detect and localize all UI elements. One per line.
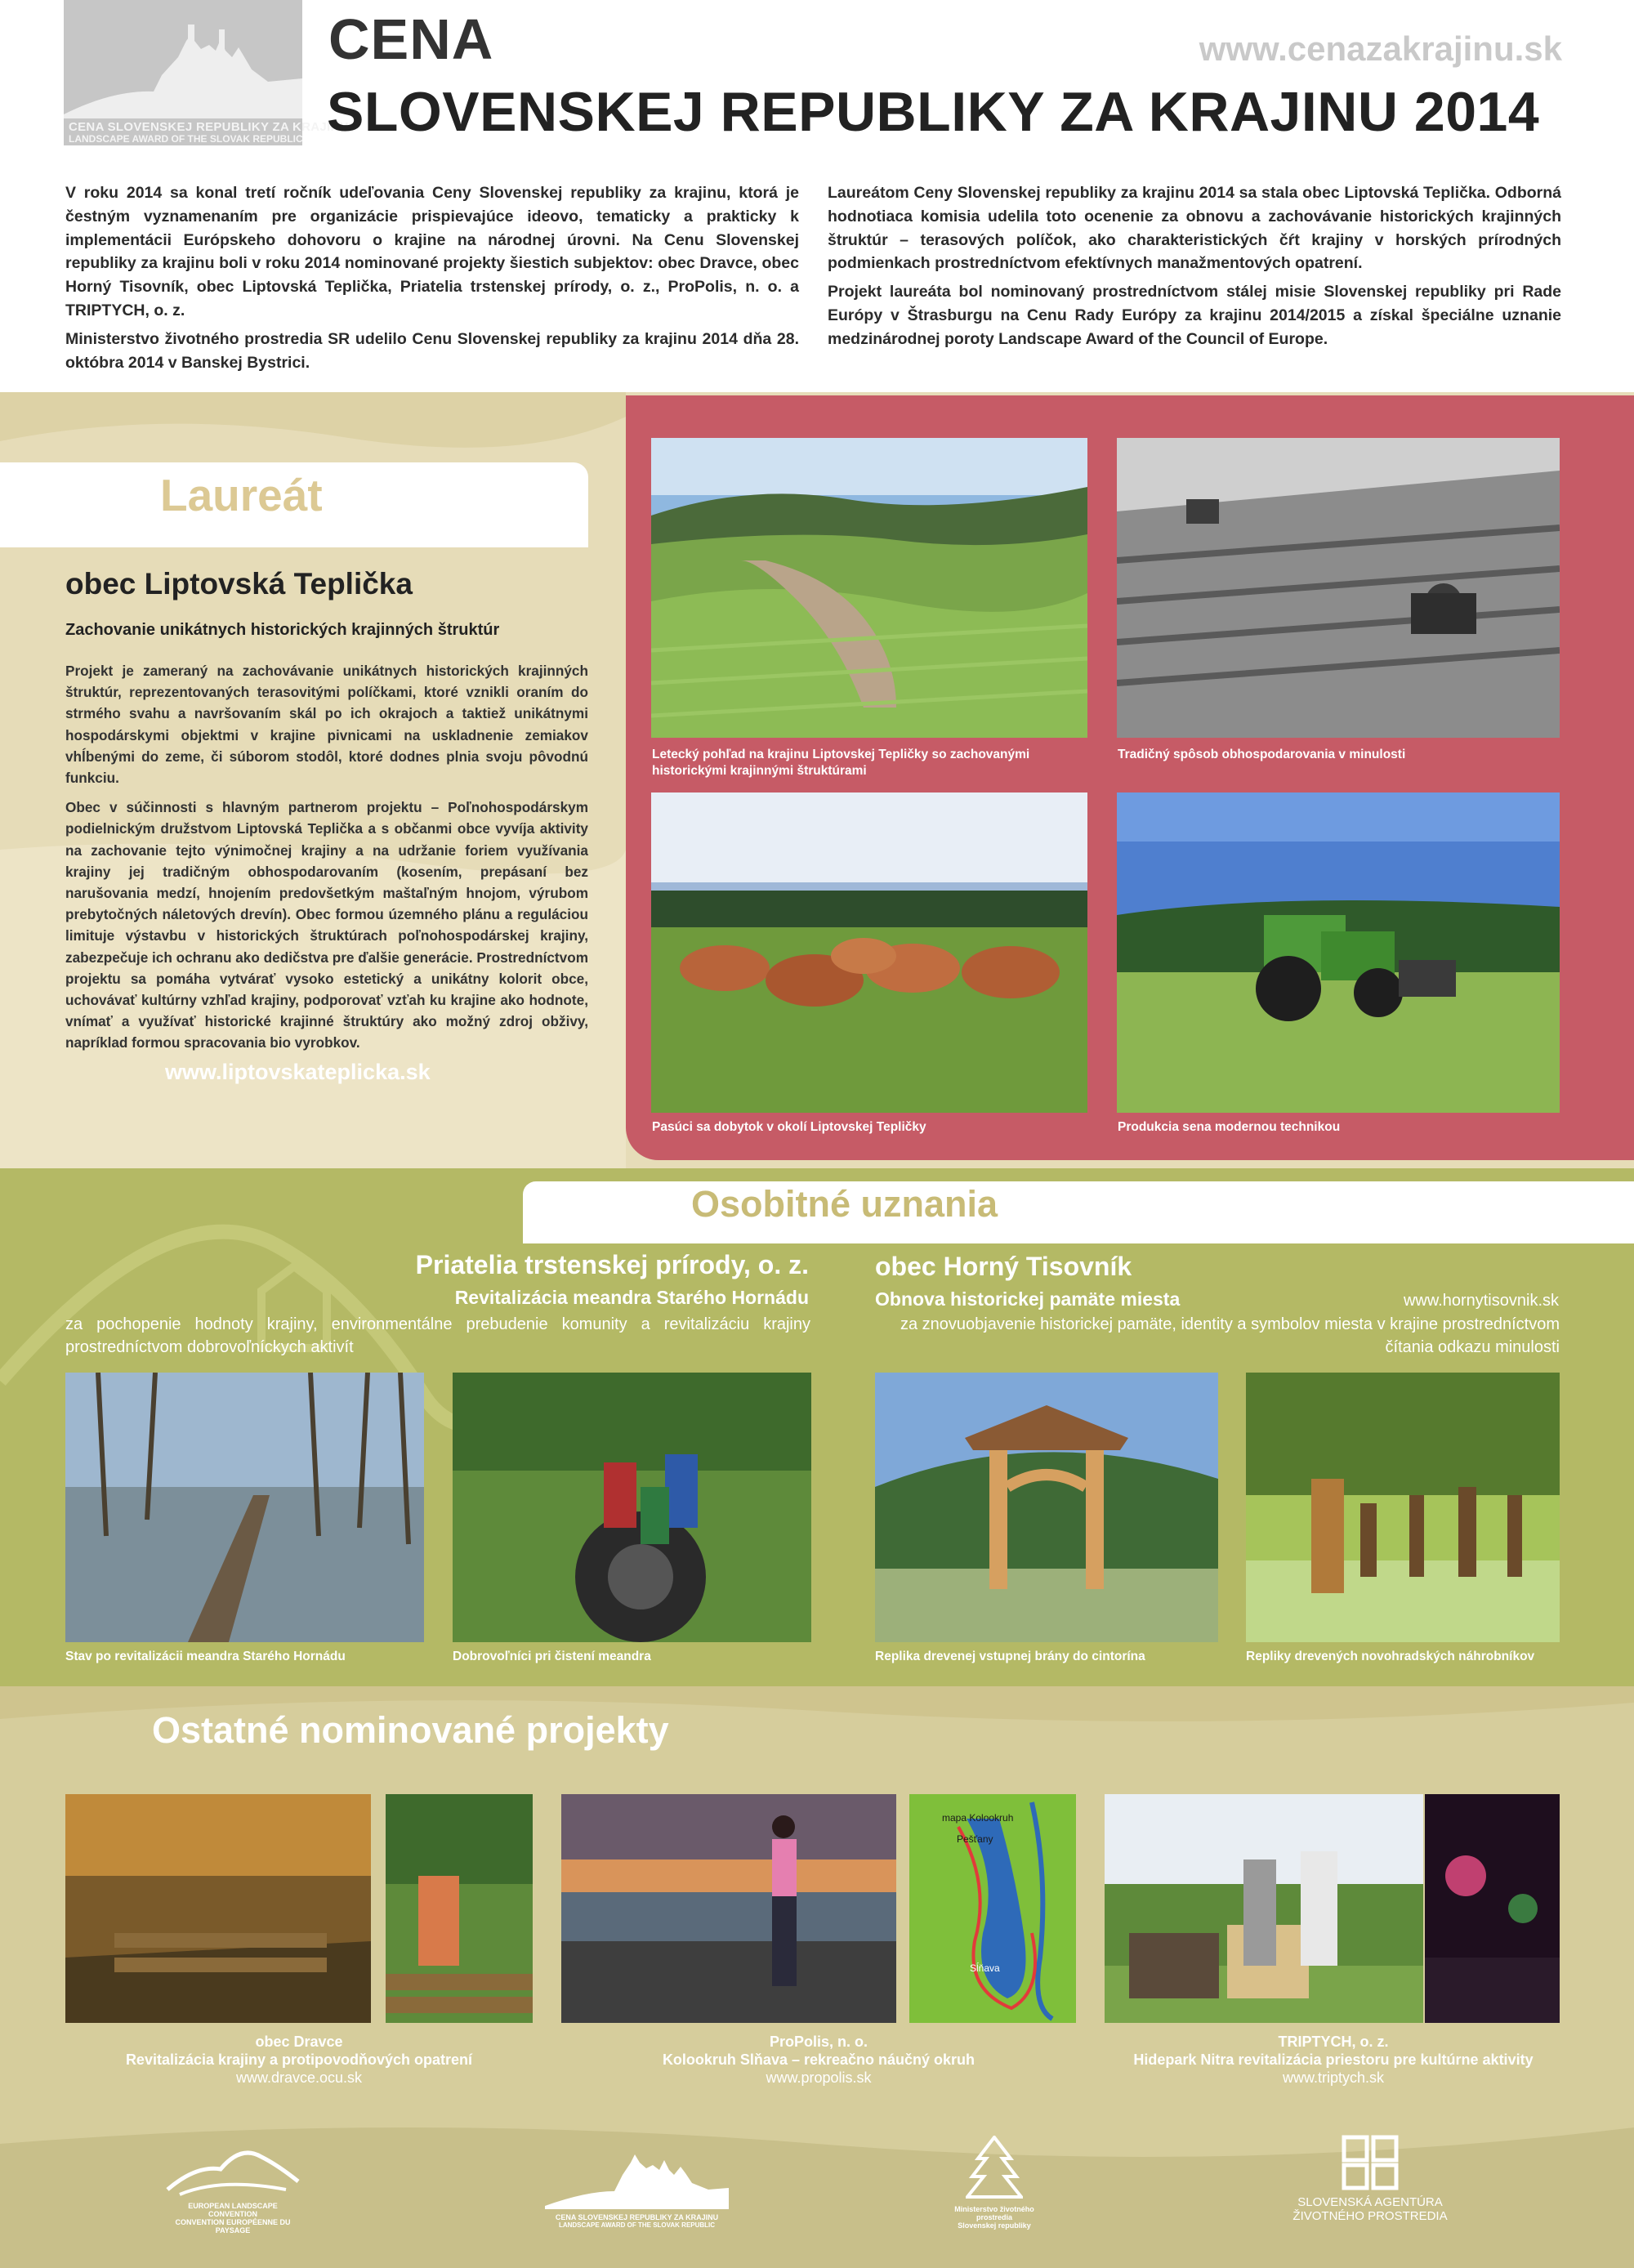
sazp-line1: SLOVENSKÁ AGENTÚRA [1297, 2195, 1443, 2209]
tree-logo-icon [966, 2136, 1023, 2201]
recognition-left-description: za pochopenie hodnoty krajiny, environmentálne prebudenie komunity a revitalizáciu krajiny prostredníctvom dobrovoľníckych aktivít [65, 1315, 810, 1356]
photo-aerial-view [651, 438, 1087, 738]
map-label-piestany: Pešťany [957, 1833, 993, 1845]
photo-tractor [1117, 792, 1560, 1113]
elc-line1: EUROPEAN LANDSCAPE CONVENTION [188, 2202, 278, 2218]
sazp-logo [1292, 2134, 1448, 2223]
caption-cattle: Pasúci sa dobytok v okolí Liptovskej Tepličky [652, 1120, 926, 1134]
photo-cemetery-gate [875, 1373, 1218, 1642]
recognition-left-title: Priatelia trstenskej prírody, o. z. [415, 1250, 809, 1279]
map-label-slnava: Sĺňava [970, 1962, 1000, 1974]
project-triptych-desc: Hidepark Nitra revitalizácia priestoru pre kultúrne aktivity [1133, 2051, 1534, 2068]
other-projects-heading: Ostatné nominované projekty [152, 1709, 669, 1751]
header-website-link[interactable]: www.cenazakrajinu.sk [1199, 29, 1562, 68]
photo-triptych-people [1105, 1794, 1423, 2023]
laureat-p2: Obec v súčinnosti s hlavným partnerom projektu – Poľnohospodárskym podielnickým družstvom Liptovská Teplička a s občanmi obce vyvíja aktivity na zachovanie tejto výnimočnej krajiny a na udržanie foriem využívania krajiny jej tradičným obhospodarovaním (kosením, prepásaní bez narušovania medzí, hnojením predovšetkým maštaľným hnojom, výrubom prebytočných náletových drevín). Obec formou územného plánu a reguláciou limituje výstavbu v historických štruktúrach poľnohospodárskej krajiny, zabezpečuje ich ochranu ako dedičstva pre ďalšie generácie. Prostredníctvom projektu sa pomáha vytvárať vysoko estetický a unikátny kolorit obce, uchovávať kultúrny vzhľad krajiny, podporovať vzťah ku krajine ako hodnote, vnímať a využívať historické krajinné štruktúry ako možný zdroj obživy, napríklad formou spracovania bio vyrobkov. [65, 799, 588, 1051]
logo-line1: CENA SLOVENSKEJ REPUBLIKY ZA KRAJINU [69, 120, 349, 134]
intro-left [65, 181, 799, 379]
intro-left-p1: V roku 2014 sa konal tretí ročník udeľovania Ceny Slovenskej republiky za krajinu, ktorá je čestným vyznamenaním pre organizácie prispievajúce ideovo, tematicky a prakticky k implementácii Európskeho dohovoru o krajine na národnej úrovni. Na Cenu Slovenskej republiky za krajinu boli v roku 2014 nominované projekty šiestich subjektov: obec Dravce, obec Horný Tisovník, obec Liptovská Teplička, Priatelia trstenskej prírody, o. z., ProPolis, n. o. a TRIPTYCH, o. z. [65, 184, 799, 319]
recognition-right-subtitle: Obnova historickej pamäte miesta [875, 1288, 1181, 1310]
award-footer-logo [545, 2142, 729, 2232]
laureat-p1: Projekt je zameraný na zachovávanie unikátnych historických krajinných štruktúr, reprezentovaných terasovitými políčkami, ktoré vznikli oraním do strmého svahu a navršovaním skál po ich okrajoch a taktiež unikátnymi hospodárskymi objektmi v krajine pivnicami na uskladnenie zemiakov vhĺbenými do zeme, či súborom stodôl, ktoré dodnes plnia svoju pôvodnú funkciu. [65, 663, 588, 787]
special-recognition-heading: Osobitné uznania [691, 1183, 998, 1225]
photo-dravce-forest [65, 1794, 371, 2023]
caption-tractor: Produkcia sena modernou technikou [1118, 1120, 1341, 1134]
project-dravce-caption [54, 2033, 544, 2087]
photo-cattle [651, 792, 1087, 1113]
title-line2: SLOVENSKEJ REPUBLIKY ZA KRAJINU 2014 [327, 81, 1540, 143]
caption-gravestones: Repliky drevených novohradských náhrobníkov [1246, 1650, 1535, 1663]
project-triptych-caption [1088, 2033, 1578, 2087]
caption-aerial: Letecký pohľad na krajinu Liptovskej Tepličky so zachovanými historickými krajinnými štruktúrami [652, 748, 1030, 778]
award-logo [64, 0, 349, 145]
ministry-logo [949, 2136, 1039, 2230]
project-propolis-website-link[interactable]: www.propolis.sk [766, 2069, 872, 2086]
laureat-subtitle: Zachovanie unikátnych historických krajinných štruktúr [65, 621, 500, 639]
award-footer-line2: LANDSCAPE AWARD OF THE SLOVAK REPUBLIC [558, 2221, 716, 2229]
project-dravce-name: obec Dravce [255, 2034, 343, 2050]
project-propolis-desc: Kolookruh Slňava – rekreačno náučný okruh [662, 2051, 975, 2068]
laureat-description [65, 660, 588, 1062]
caption-traditional: Tradičný spôsob obhospodarovania v minulosti [1118, 748, 1406, 761]
laureat-heading: Laureát [160, 470, 323, 520]
photo-volunteers [453, 1373, 811, 1642]
photo-propolis-skater [561, 1794, 896, 2023]
header [0, 0, 1634, 392]
photo-dravce-worker [386, 1794, 533, 2023]
map-kolookruh [909, 1794, 1076, 2023]
recognition-right-website-link[interactable]: www.hornytisovnik.sk [1403, 1292, 1559, 1310]
recognition-left-subtitle: Revitalizácia meandra Starého Hornádu [454, 1287, 809, 1308]
recognition-right-description: za znovuobjavenie historickej pamäte, identity a symbolov miesta v krajine prostredníctvom čítania odkazu minulosti [900, 1315, 1560, 1356]
caption-volunteers: Dobrovoľníci pri čistení meandra [453, 1650, 651, 1663]
elc-logo [163, 2141, 302, 2235]
ministry-line1: Ministerstvo životného prostredia [954, 2205, 1034, 2221]
project-dravce-website-link[interactable]: www.dravce.ocu.sk [235, 2069, 363, 2086]
recognition-right-title: obec Horný Tisovník [875, 1252, 1132, 1281]
caption-cemetery-gate: Replika drevenej vstupnej brány do cintorína [875, 1650, 1145, 1663]
logo-line2: LANDSCAPE AWARD OF THE SLOVAK REPUBLIC [69, 133, 303, 145]
project-propolis-name: ProPolis, n. o. [769, 2034, 868, 2050]
project-dravce-desc: Revitalizácia krajiny a protipovodňových opatrení [125, 2051, 473, 2068]
intro-right [828, 181, 1561, 356]
sazp-logo-icon [1337, 2134, 1403, 2191]
intro-left-p2: Ministerstvo životného prostredia SR udelilo Cenu Slovenskej republiky za krajinu 2014 dňa 28. októbra 2014 v Banskej Bystrici. [65, 329, 799, 372]
photo-meander [65, 1373, 424, 1642]
project-triptych-name: TRIPTYCH, o. z. [1278, 2034, 1389, 2050]
title-line1: CENA [328, 7, 494, 71]
ministry-line2: Slovenskej republiky [958, 2221, 1031, 2230]
mountain-logo-icon [163, 2141, 302, 2198]
sazp-line2: ŽIVOTNÉHO PROSTREDIA [1292, 2209, 1448, 2223]
intro-right-p1: Laureátom Ceny Slovenskej republiky za krajinu 2014 sa stala obec Liptovská Teplička. Odborná hodnotiaca komisia udelila toto ocenenie za obnovu a zachovávanie historických krajinných štruktúr – terasových políčok, ako charakteristických čŕt krajiny v horských prírodných podmienkach prostredníctvom efektívnych manažmentových opatrení. [828, 184, 1561, 273]
photo-gravestones [1246, 1373, 1560, 1642]
castle-footer-icon [545, 2142, 729, 2209]
map-title: mapa Kolookruh [942, 1812, 1014, 1824]
laureat-name: obec Liptovská Teplička [65, 567, 413, 600]
project-triptych-website-link[interactable]: www.triptych.sk [1282, 2069, 1385, 2086]
project-propolis-caption [574, 2033, 1064, 2087]
photo-triptych-night [1425, 1794, 1560, 2023]
elc-line2: CONVENTION EUROPÉENNE DU PAYSAGE [175, 2218, 291, 2235]
laureat-website-link[interactable]: www.liptovskateplicka.sk [165, 1060, 431, 1084]
intro-right-p2: Projekt laureáta bol nominovaný prostredníctvom stálej misie Slovenskej republiky pri Rade Európy v Štrasburgu na Cenu Rady Európy za krajinu 2014/2015 a získal špeciálne uznanie medzinárodnej poroty Landscape Award of the Council of Europe. [828, 283, 1561, 348]
caption-meander: Stav po revitalizácii meandra Starého Hornádu [65, 1650, 346, 1663]
photo-traditional-farming [1117, 438, 1560, 738]
award-footer-line1: CENA SLOVENSKEJ REPUBLIKY ZA KRAJINU [555, 2213, 719, 2221]
special-recognition-heading-bar [523, 1181, 1634, 1243]
